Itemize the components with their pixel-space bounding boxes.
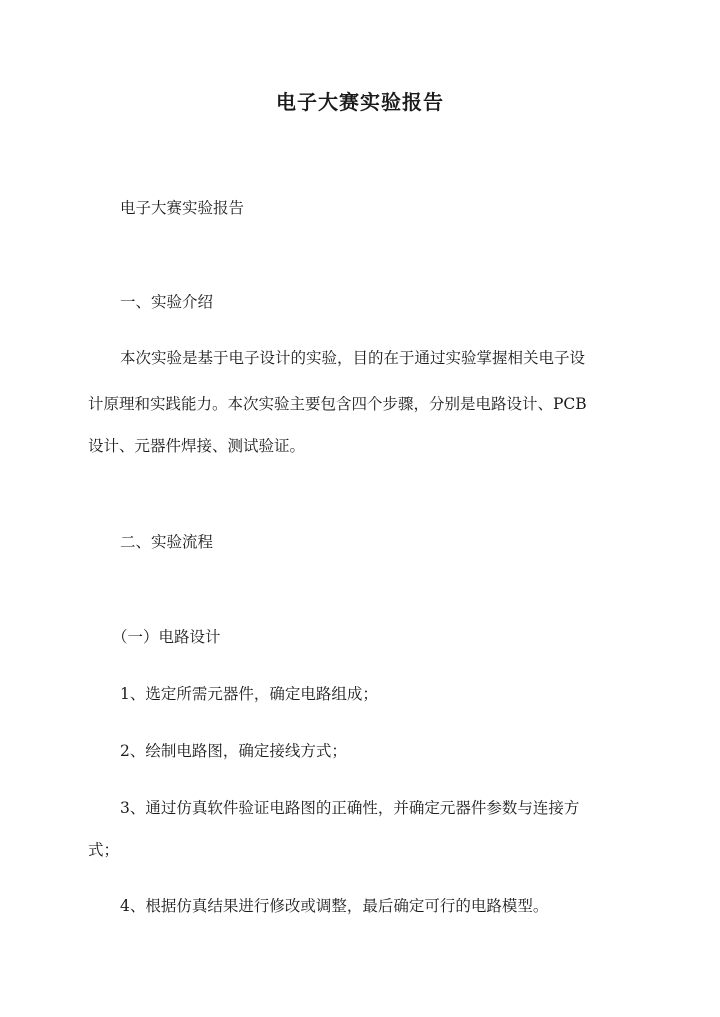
paragraph-line: 设计、元器件焊接、测试验证。 [88,437,306,455]
subsection1-heading: （一）电路设计 [112,628,221,646]
list-item-4: 4、根据仿真结果进行修改或调整，最后确定可行的电路模型。 [120,897,549,915]
paragraph-line: 计原理和实践能力。本次实验主要包含四个步骤，分别是电路设计、PCB [88,395,587,413]
document-title: 电子大赛实验报告 [276,90,444,114]
list-item-1: 1、选定所需元器件，确定电路组成； [120,685,378,703]
list-item-3-line: 式； [88,841,120,859]
list-item-3-line: 3、通过仿真软件验证电路图的正确性，并确定元器件参数与连接方 [120,799,580,817]
section1-heading: 一、实验介绍 [120,293,214,311]
section2-heading: 二、实验流程 [120,533,214,551]
list-item-2: 2、绘制电路图，确定接线方式； [120,742,347,760]
paragraph-line: 本次实验是基于电子设计的实验，目的在于通过实验掌握相关电子设 [120,349,586,367]
document-subtitle: 电子大赛实验报告 [120,199,245,217]
